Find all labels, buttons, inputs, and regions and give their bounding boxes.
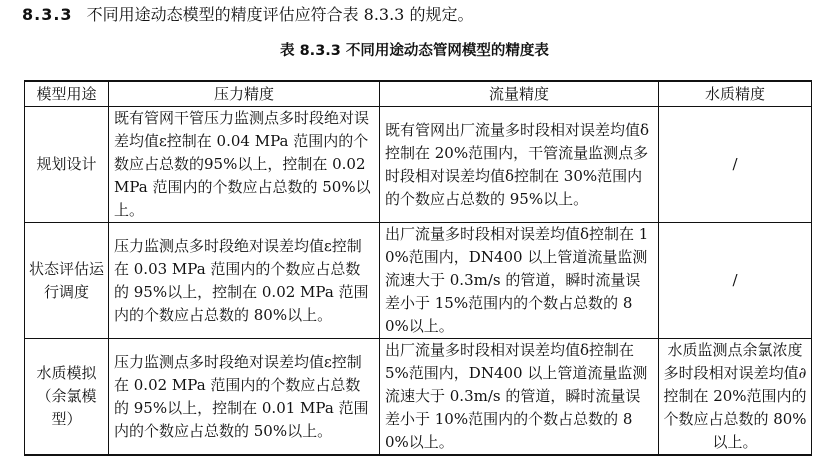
table-header-row xyxy=(25,81,812,107)
table-row xyxy=(25,339,812,456)
header-model-use: 模型用途 xyxy=(25,81,109,107)
water-quality-accuracy-cell: 水质监测点余氯浓度多时段相对误差均值∂控制在 20%范围内的个数应占总数的 80%以上。 xyxy=(659,339,812,456)
pressure-accuracy-cell: 既有管网干管压力监测点多时段绝对误差均值ε控制在 0.04 MPa 范围内的个数应占总数的95%以上，控制在 0.02 MPa 范围内的个数应占总数的 50%以上。 xyxy=(109,107,380,223)
header-pressure-accuracy: 压力精度 xyxy=(109,81,380,107)
model-use-cell: 水质模拟（余氯模型） xyxy=(25,339,109,456)
model-use-cell: 状态评估运行调度 xyxy=(25,223,109,339)
water-quality-accuracy-cell: / xyxy=(659,107,812,223)
header-flow-accuracy: 流量精度 xyxy=(380,81,659,107)
model-use-cell: 规划设计 xyxy=(25,107,109,223)
pressure-accuracy-cell: 压力监测点多时段绝对误差均值ε控制在 0.03 MPa 范围内的个数应占总数的 95%以上，控制在 0.02 MPa 范围内的个数应占总数的 80%以上。 xyxy=(109,223,380,339)
clause-paragraph xyxy=(22,4,473,26)
header-water-quality-accuracy: 水质精度 xyxy=(659,81,812,107)
flow-accuracy-cell: 既有管网出厂流量多时段相对误差均值δ控制在 20%范围内，干管流量监测点多时段相对误差均值δ控制在 30%范围内的个数应占总数的 95%以上。 xyxy=(380,107,659,223)
table-row xyxy=(25,107,812,223)
accuracy-table xyxy=(24,80,812,456)
table-caption: 表 8.3.3 不同用途动态管网模型的精度表 xyxy=(280,43,549,59)
table-row xyxy=(25,223,812,339)
flow-accuracy-cell: 出厂流量多时段相对误差均值δ控制在 5%范围内，DN400 以上管道流量监测流速大于 0.3m/s 的管道，瞬时流量误差小于 10%范围内的个数占总数的 80%以上。 xyxy=(380,339,659,456)
clause-text: 不同用途动态模型的精度评估应符合表 8.3.3 的规定。 xyxy=(86,5,474,24)
water-quality-accuracy-cell: / xyxy=(659,223,812,339)
clause-number: 8.3.3 xyxy=(22,5,73,24)
pressure-accuracy-cell: 压力监测点多时段绝对误差均值ε控制在 0.02 MPa 范围内的个数应占总数的 95%以上，控制在 0.01 MPa 范围内的个数应占总数的 50%以上。 xyxy=(109,339,380,456)
flow-accuracy-cell: 出厂流量多时段相对误差均值δ控制在 10%范围内，DN400 以上管道流量监测流速大于 0.3m/s 的管道，瞬时流量误差小于 15%范围内的个数占总数的 80%以上。 xyxy=(380,223,659,339)
